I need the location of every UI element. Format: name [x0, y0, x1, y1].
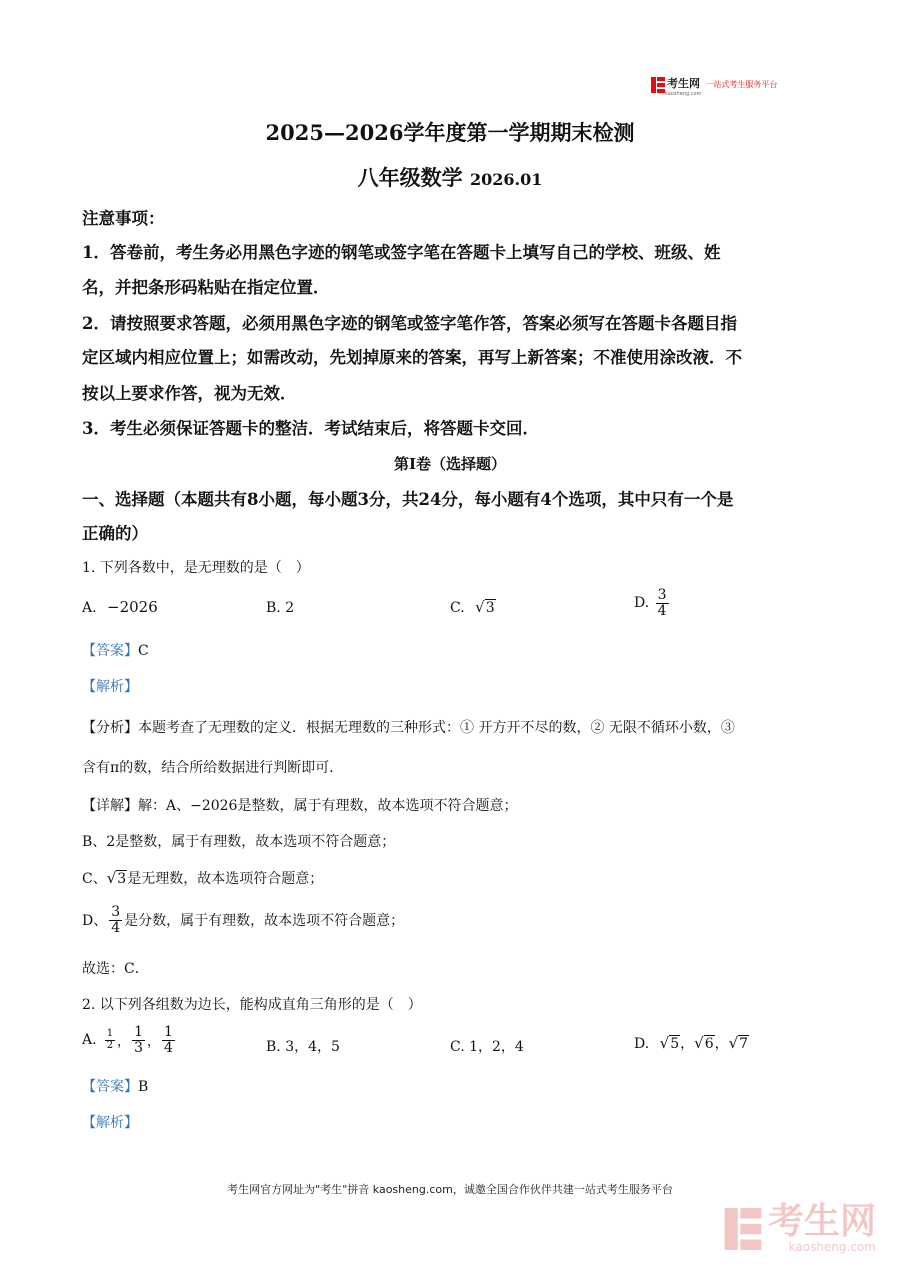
notice-item-1-line-2: 名，并把条形码粘贴在指定位置． — [82, 278, 330, 297]
page-title: 2025—2026学年度第一学期期末检测 — [265, 120, 635, 145]
q2-answer — [82, 1076, 148, 1096]
q1-detail-c-sqrt: √3 — [106, 869, 127, 887]
q2-d-radicand-1: 5 — [670, 1036, 680, 1052]
page-footer: 考生网官方网址为"考生"拼音 kaosheng.com，诚邀全国合作伙伴共建一站式考生服务平台 — [227, 1183, 673, 1196]
q1-detail-d-numerator: 3 — [111, 904, 121, 920]
q1-analysis-tag: 【解析】 — [82, 679, 138, 695]
q2-a-comma-1: ， — [117, 1034, 131, 1050]
q1-option-d-label: D. — [634, 595, 650, 612]
subtitle-date: 2026.01 — [469, 170, 543, 189]
q1-detail-d — [82, 905, 404, 935]
notice-item-3: 3．考生必须保证答题卡的整洁．考试结束后，将答题卡交回． — [82, 419, 539, 438]
q2-d-sqrt-3: √7 — [728, 1034, 749, 1052]
q1-detail-a-text: 解：A、−2026是整数，属于有理数，故本选项不符合题意； — [138, 798, 518, 814]
q1-fenxi-tag: 【分析】 — [82, 720, 138, 736]
q2-a-f3-num: 1 — [164, 1024, 173, 1040]
q2-option-a-fraction-3 — [162, 1025, 175, 1055]
q2-option-a-fraction-1 — [105, 1029, 115, 1051]
q1-option-c-radicand: 3 — [485, 600, 495, 616]
q2-option-d-label: D. — [634, 1036, 650, 1052]
logo-url: kaosheng.com — [665, 91, 702, 97]
q2-analysis-tag: 【解析】 — [82, 1115, 138, 1131]
q2-d-comma-1: ， — [680, 1036, 695, 1052]
q2-a-comma-2: ， — [147, 1034, 161, 1050]
q1-answer — [82, 640, 149, 660]
q2-a-f1-num: 1 — [106, 1028, 114, 1040]
q2-answer-tag: 【答案】 — [82, 1079, 138, 1095]
q1-detail-c-text: 是无理数，故本选项符合题意； — [127, 871, 324, 887]
q1-answer-tag: 【答案】 — [82, 643, 138, 659]
notice-heading: 注意事项： — [82, 209, 165, 228]
watermark-url: kaosheng.com — [788, 1240, 876, 1254]
notice-item-2-line-2: 定区域内相应位置上；如需改动，先划掉原来的答案，再写上新答案；不准使用涂改液．不 — [82, 348, 742, 367]
page-subtitle — [0, 162, 900, 192]
q1-fenxi-line-1 — [82, 717, 735, 737]
q1-detail-c-radicand: 3 — [117, 871, 127, 887]
q2-answer-value: B — [138, 1079, 149, 1095]
q1-option-a-value: −2026 — [107, 598, 158, 616]
logo-name: 考生网 — [667, 77, 700, 90]
q2-stem: 2. 以下列各组数为边长，能构成直角三角形的是（ ） — [82, 997, 422, 1013]
q1-detail-c-prefix: C、 — [82, 871, 107, 887]
q1-option-c-sqrt: √3 — [475, 598, 495, 616]
q2-d-radicand-2: 6 — [704, 1036, 714, 1052]
watermark-name: 考生网 — [767, 1201, 876, 1242]
notice-item-2-line-3: 按以上要求作答，视为无效． — [82, 384, 297, 403]
q2-option-a-label: A. — [82, 1032, 97, 1049]
subtitle-text: 八年级数学 — [357, 165, 463, 190]
notice-item-1-line-1: 1．答卷前，考生务必用黑色字迹的钢笔或签字笔在答题卡上填写自己的学校、班级、姓 — [82, 243, 721, 262]
q2-option-d — [634, 1033, 749, 1053]
watermark-logo-icon — [724, 1208, 762, 1250]
q2-option-b: B. 3，4，5 — [266, 1039, 340, 1055]
q1-option-d — [634, 588, 671, 618]
part1-heading-line-2: 正确的） — [82, 524, 148, 543]
q1-detail-d-fraction — [109, 905, 122, 935]
q1-fenxi-text-1: 本题考查了无理数的定义．根据无理数的三种形式：① 开方开不尽的数，② 无限不循环小数，③ — [138, 720, 735, 736]
header-logo — [651, 72, 777, 97]
q1-detail-d-prefix: D、 — [82, 913, 108, 930]
q2-a-f1-den: 2 — [106, 1039, 114, 1051]
q1-fenxi-line-2: 含有π的数，结合所给数据进行判断即可． — [82, 760, 344, 776]
q2-d-sqrt-1: √5 — [659, 1034, 680, 1052]
q1-detail-a — [82, 795, 517, 815]
q1-option-c — [450, 598, 496, 616]
q2-d-radicand-3: 7 — [739, 1036, 749, 1052]
q1-detail-tag: 【详解】 — [82, 798, 138, 814]
q2-a-f2-den: 3 — [134, 1039, 144, 1056]
watermark — [724, 1201, 876, 1254]
q1-option-d-numerator: 3 — [657, 587, 667, 603]
q1-option-d-fraction — [656, 588, 669, 618]
q2-option-a-fraction-2 — [132, 1025, 145, 1055]
q1-choose: 故选：C． — [82, 961, 149, 977]
section-title: 第Ⅰ卷（选择题） — [393, 455, 507, 473]
q1-option-c-label: C. — [450, 600, 465, 616]
q2-d-sqrt-2: √6 — [694, 1034, 714, 1052]
q2-option-c: C. 1，2，4 — [450, 1039, 524, 1055]
q1-option-a — [82, 598, 158, 616]
q1-detail-d-text: 是分数，属于有理数，故本选项不符合题意； — [124, 913, 405, 930]
q1-detail-d-denominator: 4 — [111, 919, 121, 936]
notice-item-2-line-1: 2．请按照要求答题，必须用黑色字迹的钢笔或签字笔作答，答案必须写在答题卡各题目指 — [82, 314, 737, 333]
q1-detail-c — [82, 868, 323, 888]
q2-d-comma-2: ， — [714, 1036, 729, 1052]
kaosheng-logo-icon — [651, 77, 665, 93]
part1-heading-line-1: 一、选择题（本题共有8小题，每小题3分，共24分，每小题有4个选项，其中只有一个是 — [82, 490, 734, 509]
q2-a-f2-num: 1 — [134, 1024, 144, 1040]
q1-option-d-denominator: 4 — [657, 602, 667, 619]
q2-option-a — [82, 1025, 177, 1055]
q2-a-f3-den: 4 — [164, 1039, 173, 1056]
q1-option-a-label: A. — [82, 600, 97, 616]
q1-answer-value: C — [138, 643, 149, 659]
q1-option-b: B. 2 — [266, 600, 295, 616]
q1-detail-b: B、2是整数，属于有理数，故本选项不符合题意； — [82, 834, 396, 850]
q1-stem: 1. 下列各数中，是无理数的是（ ） — [82, 560, 310, 576]
logo-slogan: 一站式考生服务平台 — [705, 80, 778, 89]
